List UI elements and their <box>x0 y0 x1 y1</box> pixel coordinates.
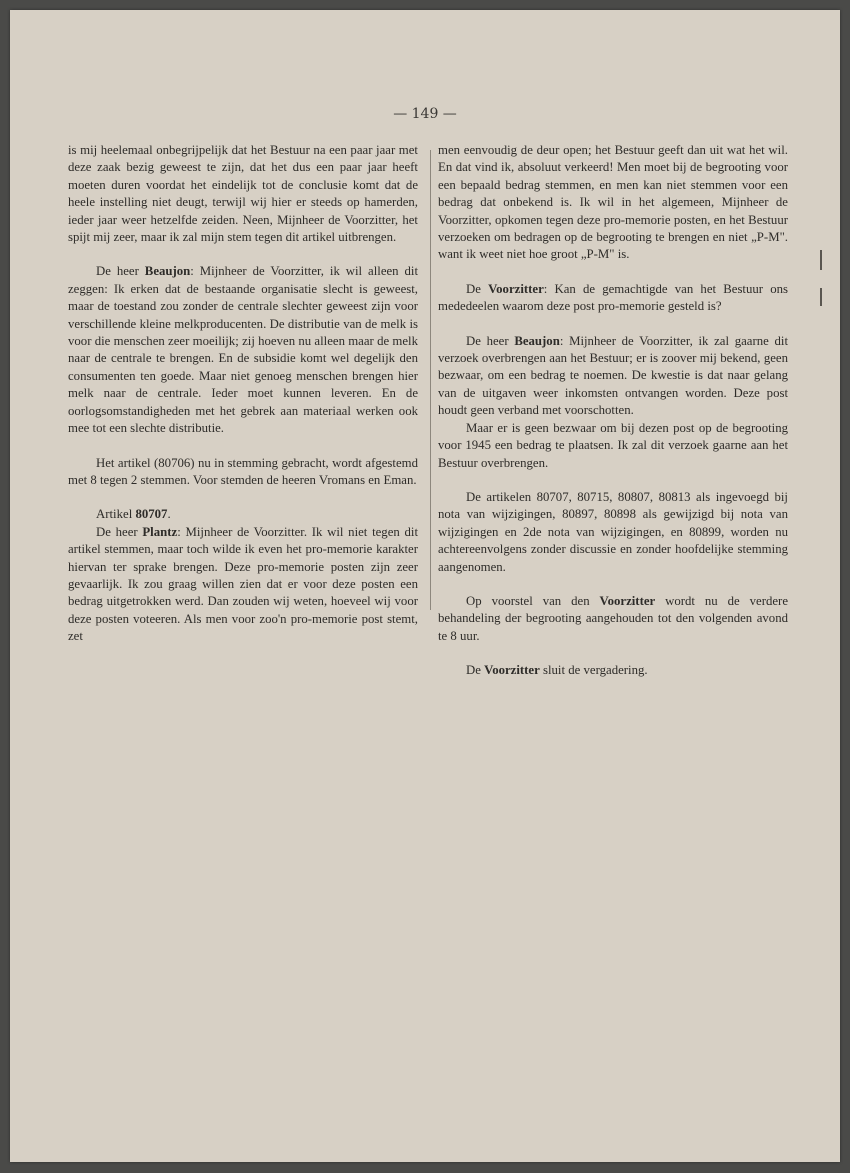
paragraph: De Voorzitter: Kan de gemachtigde van het Bestuur ons mededeelen waarom deze post pro-memorie gesteld is? <box>438 281 788 314</box>
page-number: — 149 — <box>393 106 457 122</box>
article-heading: Artikel 80707. <box>96 507 171 522</box>
paragraph: De heer Beaujon: Mijnheer de Voorzitter, ik wil alleen dit zeggen: Ik erken dat de bestaande organisatie slecht is geweest, maar de toestand zou zonder de centrale slechter geweest zijn voor verschillende kleine melkproducenten. De distributie van de melk is voor die menschen zeer moeilijk; zij hoeven nu alleen maar de melk naar de centrale te brengen. En de subsidie komt wel degelijk den consumenten ten goede. Maar niet genoeg menschen brengen hier melk naar de centrale. Ieder moet kunnen leveren. En de oorlogsomstandigheden met het gebrek aan materiaal werken ook mee tot een slechte distributie. <box>68 264 418 436</box>
speaker-name: Voorzitter <box>488 281 544 296</box>
closing-paragraph: De Voorzitter sluit de vergadering. <box>466 663 648 678</box>
paragraph: De heer Beaujon: Mijnheer de Voorzitter, ik zal gaarne dit verzoek overbrengen aan het Bestuur; er is zoover mij bekend, geen bezwaar, om een bedrag te noemen. De kwestie is dat naar gelang van de uitgaven weer inkomsten ontvangen worden. Deze post houdt geen verband met voorschotten. <box>438 333 788 418</box>
paragraph: Het artikel (80706) nu in stemming gebracht, wordt afgestemd met 8 tegen 2 stemmen. Voor stemden de heeren Vromans en Eman. <box>68 455 418 487</box>
right-column <box>438 142 788 680</box>
paragraph: Op voorstel van den Voorzitter wordt nu de verdere behandeling der begrooting aangehouden tot den volgenden avond te 8 uur. <box>438 593 788 643</box>
paragraph: is mij heelemaal onbegrijpelijk dat het Bestuur na een paar jaar met deze zaak bezig geweest te zijn, dat het dus een paar jaar heeft moeten duren voordat het eindelijk tot de conclusie komt dat de heele instelling niet deugt, terwijl wij hier er steeds op hamerden, ieder jaar weer hetzelfde zeiden. Neen, Mijnheer de Voorzitter, het spijt mij zeer, maar ik zal mijn stem tegen dit artikel uitbrengen. <box>68 143 418 245</box>
document-page <box>10 10 840 1162</box>
paragraph: men eenvoudig de deur open; het Bestuur geeft dan uit wat het wil. En dat vind ik, absoluut verkeerd! Men moet bij de begrooting voor een bepaald bedrag stemmen, en men kan niet stemmen voor een bedrag dat onbekend is. Ik wil in het algemeen, Mijnheer de Voorzitter, opkomen tegen deze pro-memorie posten, en het Bestuur verzoeken om bedragen op de begrooting te brengen en niet „P-M". want ik weet niet hoe groot „P-M" is. <box>438 143 788 262</box>
margin-pencil-mark <box>820 288 822 306</box>
column-divider <box>430 150 431 610</box>
speaker-name: Beaujon <box>514 333 560 348</box>
speaker-name: Voorzitter <box>599 593 656 608</box>
speaker-name: Voorzitter <box>484 663 540 678</box>
speaker-name: Beaujon <box>144 264 191 279</box>
paragraph: De heer Plantz: Mijnheer de Voorzitter. Ik wil niet tegen dit artikel stemmen, maar toch wilde ik even het pro-memorie karakter hiervan ter sprake brengen. Deze pro-memorie posten zijn zeer gevaarlijk. Ik zou graag willen zien dat er voor deze posten een bedrag uitgetrokken werd. Dan zouden wij weten, hoeveel wij voor deze posten voteeren. Als men voor zoo'n pro-memorie post stemt, zet <box>68 524 418 644</box>
resolution-paragraph: De artikelen 80707, 80715, 80807, 80813 als ingevoegd bij nota van wijzigingen, 80897, 80898 als gewijzigd bij nota van wijzigingen en 2de nota van wijzigingen, en 80899, worden nu achtereenvolgens zonder discussie en zonder hoofdelijke stemming aangenomen. <box>438 489 788 574</box>
speaker-name: Plantz <box>142 524 178 539</box>
article-number: 80707 <box>135 507 168 522</box>
margin-pencil-mark <box>820 250 822 270</box>
paragraph: Maar er is geen bezwaar om bij dezen post op de begrooting voor 1945 een bedrag te plaatsen. Ik zal dit verzoek gaarne aan het Bestuur overbrengen. <box>438 420 788 470</box>
left-column <box>68 142 418 646</box>
